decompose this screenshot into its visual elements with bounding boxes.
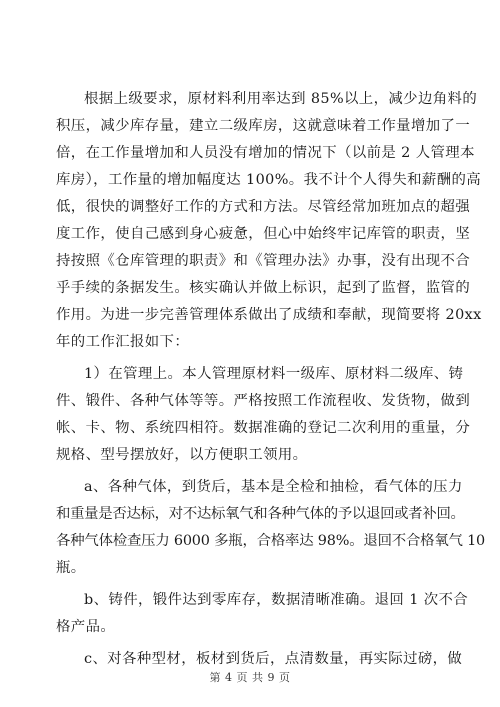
text-line: 根据上级要求，原材料利用率达到 85%以上，减少边角料的: [84, 91, 478, 107]
text-line: 帐、卡、物、系统四相符。数据准确的登记二次利用的重量，分: [56, 420, 471, 436]
text-line: 持按照《仓库管理的职责》和《管理办法》办事，没有出现不合: [56, 253, 471, 269]
text-line: c、对各种型材，板材到货后，点清数量，再实际过磅，做: [84, 651, 463, 667]
text-line: 低，很快的调整好工作的方式和方法。尽管经常加班加点的超强: [56, 199, 471, 215]
text-line: a、各种气体，到货后，基本是全检和抽检，看气体的压力: [84, 479, 463, 495]
text-line: 规格、型号摆放好，以方便职工领用。: [56, 447, 308, 463]
text-line: 积压，减少库存量，建立二级库房，这就意味着工作量增加了一: [56, 118, 471, 134]
text-line: 件、锻件、各种气体等等。严格按照工作流程收、发货物，做到: [56, 393, 471, 409]
text-line: 各种气体检查压力 6000 多瓶，合格率达 98%。退回不合格氧气 10: [56, 533, 486, 549]
paragraph-castings: [56, 587, 469, 641]
text-line: 倍，在工作量增加和人员没有增加的情况下（以前是 2 人管理本: [56, 145, 475, 161]
paragraph-gases: [56, 474, 486, 582]
text-line: 格产品。: [56, 619, 116, 635]
text-line: 1）在管理上。本人管理原材料一级库、原材料二级库、铸: [84, 366, 464, 382]
document-body: [56, 86, 486, 678]
text-line: 作用。为进一步完善管理体系做出了成绩和奉献，现简要将 20xx: [56, 307, 482, 323]
text-line: 瓶。: [56, 560, 86, 576]
text-line: 度工作，使自己感到身心疲惫，但心中始终牢记库管的职责，坚: [56, 226, 471, 242]
text-line: 年的工作汇报如下：: [56, 334, 190, 350]
text-line: b、铸件，锻件达到零库存，数据清晰准确。退回 1 次不合: [84, 592, 469, 608]
text-line: 和重量是否达标，对不达标氧气和各种气体的予以退回或者补回。: [56, 506, 465, 522]
paragraph-management: [56, 361, 471, 469]
text-line: 库房），工作量的增加幅度达 100%。我不计个人得失和薪酬的高: [56, 172, 482, 188]
page-number-footer: 第 4 页 共 9 页: [209, 671, 291, 684]
paragraph-intro: [56, 86, 482, 356]
text-line: 乎手续的条据发生。核实确认并做上标识，起到了监督，监管的: [56, 280, 471, 296]
